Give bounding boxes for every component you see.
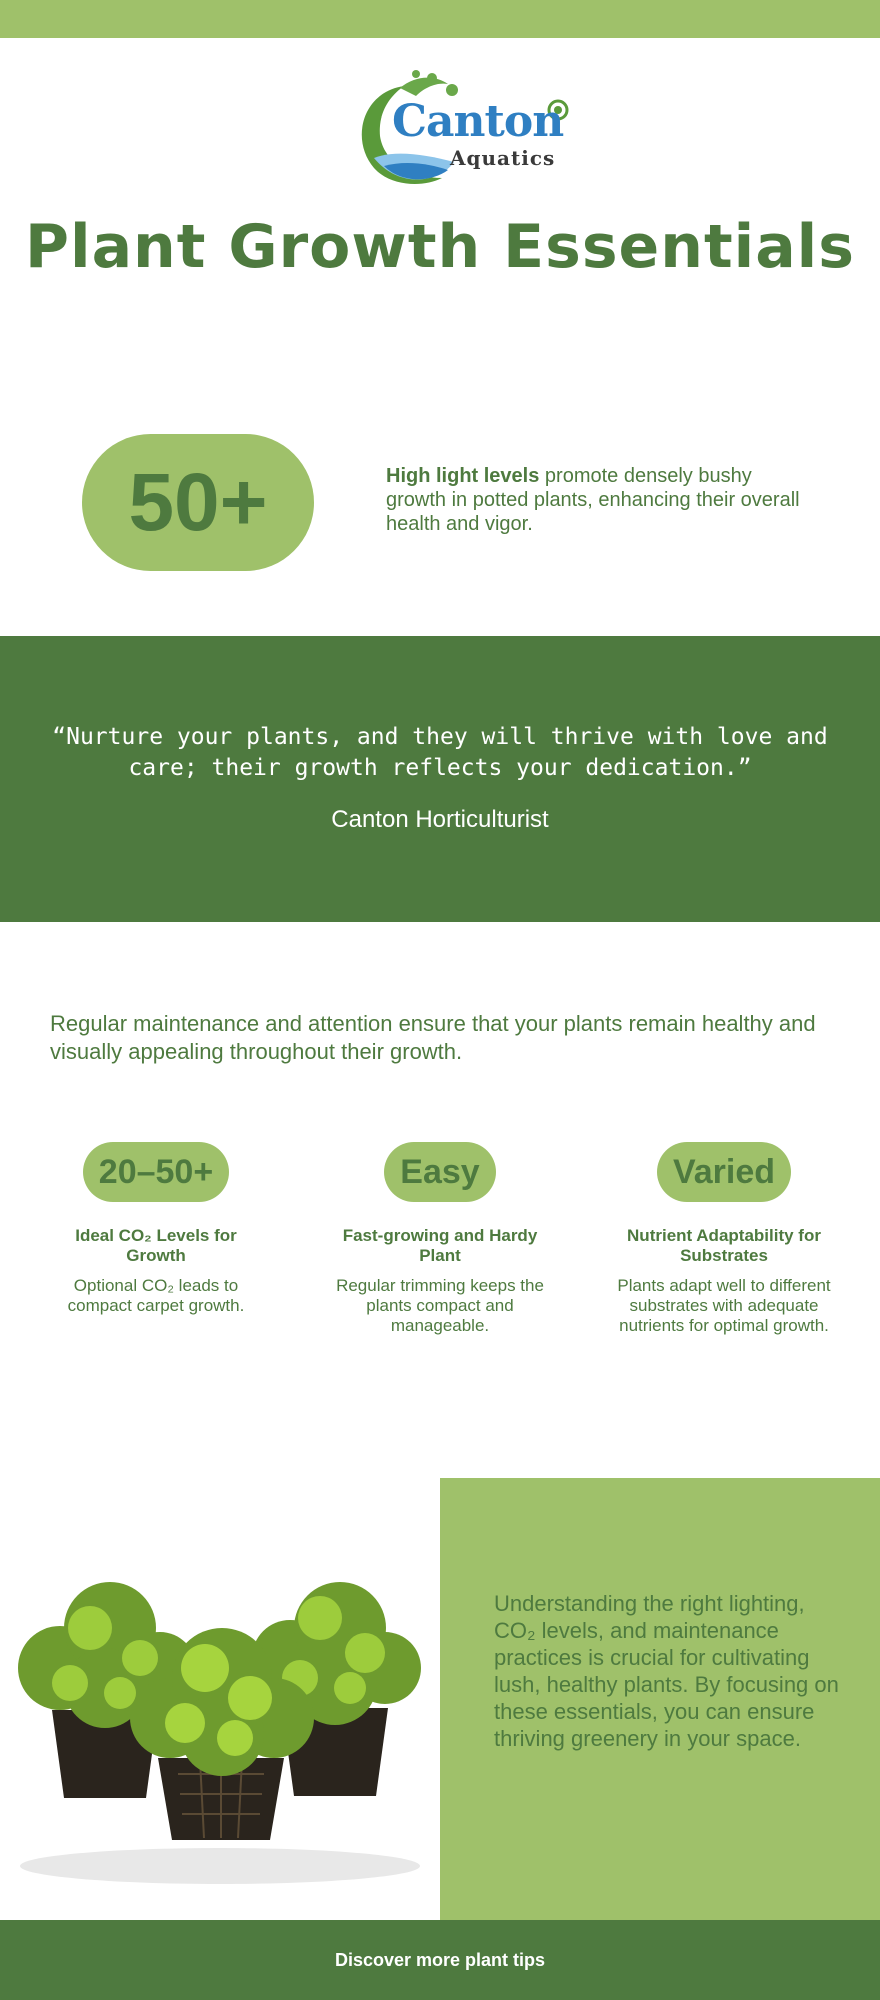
feature-description: Optional CO₂ leads to compact carpet growth. bbox=[67, 1276, 245, 1315]
highlight-bold-text: High light levels bbox=[386, 465, 540, 487]
feature-card-co2 bbox=[36, 1142, 276, 1316]
feature-heading: Fast-growing and Hardy Plant bbox=[342, 1226, 538, 1265]
feature-stat-badge: Varied bbox=[657, 1142, 791, 1202]
quote-section bbox=[0, 636, 880, 922]
potted-plants-illustration bbox=[0, 1478, 440, 1920]
maintenance-intro: Regular maintenance and attention ensure that your plants remain healthy and visually appealing throughout their growth. bbox=[50, 1011, 816, 1064]
feature-heading: Ideal CO₂ Levels for Growth bbox=[75, 1226, 237, 1265]
feature-description: Plants adapt well to different substrates with adequate nutrients for optimal growth. bbox=[617, 1276, 831, 1335]
quote-text: “Nurture your plants, and they will thrive with love and care; their growth reflects your dedication.” bbox=[52, 724, 828, 781]
feature-stat-badge: Easy bbox=[384, 1142, 495, 1202]
highlight-text: promote densely bushy growth in potted plants, enhancing their overall health and vigor. bbox=[386, 465, 800, 535]
summary-panel bbox=[440, 1478, 880, 1920]
canton-aquatics-logo[interactable] bbox=[344, 66, 574, 190]
feature-card-growth bbox=[320, 1142, 560, 1336]
discover-more-link[interactable]: Discover more plant tips bbox=[334, 1949, 546, 1970]
feature-description: Regular trimming keeps the plants compact and manageable. bbox=[336, 1276, 544, 1335]
feature-stat-badge: 20–50+ bbox=[83, 1142, 229, 1202]
logo-wordmark: Canton bbox=[392, 96, 564, 147]
top-accent-bar bbox=[0, 0, 880, 38]
potted-plants-image bbox=[0, 1478, 440, 1920]
highlight-stat-value: 50+ bbox=[128, 456, 268, 548]
page-title: Plant Growth Essentials bbox=[25, 212, 855, 282]
quote-author: Canton Horticulturist bbox=[331, 806, 549, 833]
feature-card-nutrients bbox=[604, 1142, 844, 1336]
highlight-description bbox=[386, 464, 806, 536]
logo-tagline: Aquatics bbox=[450, 146, 556, 170]
highlight-stat-badge bbox=[82, 434, 314, 571]
summary-text: Understanding the right lighting, CO₂ levels, and maintenance practices is crucial for cultivating lush, healthy plants. By focusing on these essentials, you can ensure thriving greenery in your space. bbox=[494, 1591, 839, 1751]
feature-heading: Nutrient Adaptability for Substrates bbox=[627, 1226, 821, 1265]
footer-bar bbox=[0, 1920, 880, 2000]
